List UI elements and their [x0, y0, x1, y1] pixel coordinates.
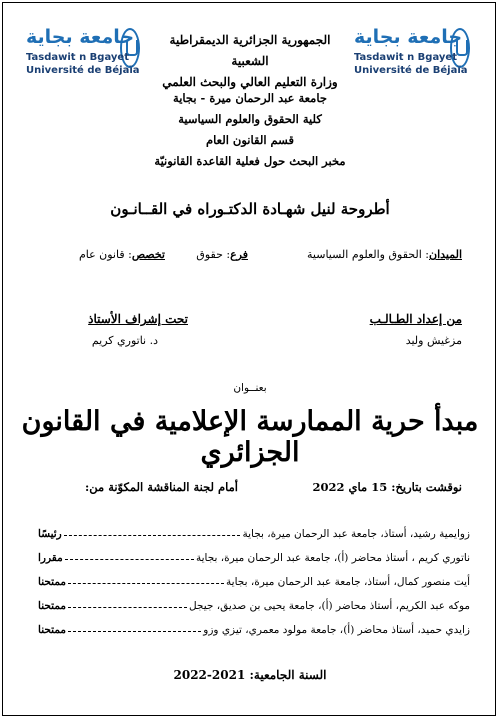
author-block	[300, 312, 462, 347]
defense-date: نوقشت بتاريخ: 15 ماي 2022	[312, 480, 462, 494]
supervisor-block	[38, 312, 188, 347]
field-domain	[262, 248, 462, 261]
leader-dots	[68, 583, 224, 584]
lab-name: مخبر البحث حول فعلية القاعدة القانونيّة	[154, 154, 346, 168]
faculty-name: كلية الحقوق والعلوم السياسية	[178, 112, 322, 126]
domain-value: : الحقوق والعلوم السياسية	[307, 248, 429, 261]
branch-value: : حقوق	[196, 248, 231, 261]
logo-arabic-text: جامعة بجاية	[26, 26, 135, 48]
leader-dots	[65, 559, 194, 560]
republic-name: الجمهورية الجزائرية الديمقراطية الشعبية	[169, 33, 331, 68]
jury-role: مقررا	[38, 552, 63, 564]
jury-role: ممتحنا	[38, 624, 67, 636]
leader-dots	[68, 631, 201, 632]
logo-arabic-text: جامعة بجاية	[354, 26, 463, 48]
author-label: من إعداد الطـالـب	[369, 312, 462, 326]
leader-dots	[68, 607, 187, 608]
specialty-label: تخصص	[131, 248, 165, 261]
logo-line-2: Université de Béjaïa	[354, 65, 468, 76]
committee-heading: أمام لجنة المناقشة المكوّنة من:	[85, 480, 238, 494]
university-logo-left	[22, 22, 142, 82]
jury-role: رئيسًا	[38, 528, 62, 540]
university-logo-right	[352, 22, 472, 82]
supervisor-label: تحت إشراف الأستاذ	[88, 312, 188, 326]
jury-row	[38, 566, 470, 588]
field-branch	[168, 248, 248, 261]
jury-row	[38, 542, 470, 564]
logo-line-2: Université de Béjaïa	[26, 65, 140, 76]
jury-row	[38, 590, 470, 612]
jury-role: ممتحنا	[38, 600, 67, 612]
jury-row	[38, 614, 470, 636]
header-block	[150, 30, 350, 93]
field-specialty	[40, 248, 165, 261]
academic-year: السنة الجامعية: 2021-2022	[173, 668, 327, 682]
leader-dots	[64, 535, 241, 536]
jury-member: زايدي حميد، أستاذ محاضر (أ)، جامعة مولود معمري، تيزي وزو	[203, 624, 470, 636]
domain-label: الميدان	[429, 248, 462, 261]
author-name: مزغيش وليد	[405, 334, 462, 347]
thesis-title: مبدأ حرية الممارسة الإعلامية في القانون الجزائري	[21, 406, 479, 468]
jury-member: زوايمية رشيد، أستاذ، جامعة عبد الرحمان ميرة، بجاية	[242, 528, 470, 540]
institution-block	[100, 88, 400, 172]
jury-member: أيت منصور كمال، أستاذ، جامعة عبد الرحمان ميرة، بجاية	[226, 576, 470, 588]
branch-label: فرع	[230, 248, 248, 261]
thesis-type: أطروحة لنيل شهـادة الدكتـوراه في القــانـون	[110, 200, 390, 218]
logo-line-1: Tasdawit n Bgayet	[354, 52, 457, 63]
jury-role: ممتحنا	[38, 576, 67, 588]
jury-member: موكه عبد الكريم، أستاذ محاضر (أ)، جامعة يحيى بن صديق، جيجل	[188, 600, 470, 612]
jury-member: ناتوري كريم ، أستاذ محاضر (أ)، جامعة عبد الرحمان ميرة، بجاية	[195, 552, 470, 564]
logo-line-1: Tasdawit n Bgayet	[26, 52, 129, 63]
university-name: جامعة عبد الرحمان ميرة - بجاية	[173, 91, 327, 105]
supervisor-name: د. ناتوري كريم	[91, 334, 158, 347]
department-name: قسم القانون العام	[206, 133, 294, 147]
title-intro: بعنــوان	[233, 382, 267, 394]
jury-row	[38, 518, 470, 540]
specialty-value: : قانون عام	[78, 248, 132, 261]
ministry-name: وزارة التعليم العالي والبحث العلمي	[162, 75, 338, 89]
